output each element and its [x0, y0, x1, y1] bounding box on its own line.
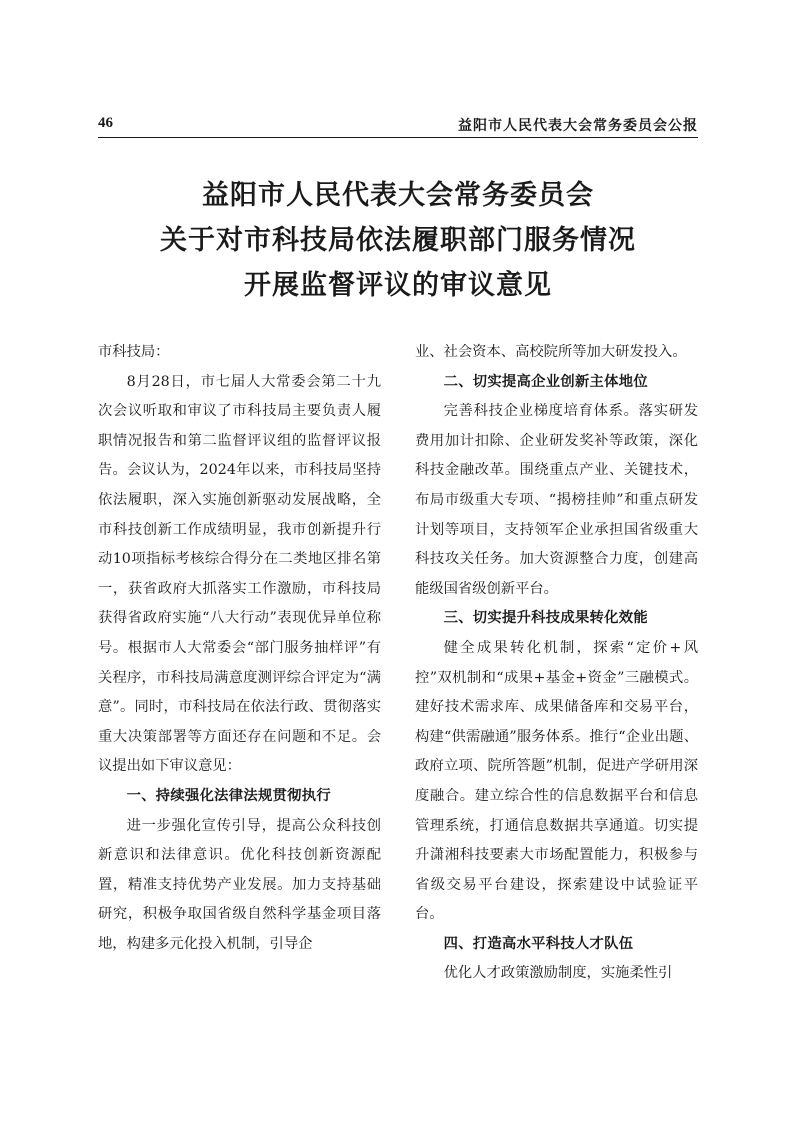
section-1-heading: 一、持续强化法律法规贯彻执行 — [126, 787, 331, 804]
title-line-2: 关于对市科技局依法履职部门服务情况 — [160, 225, 636, 256]
header-rule — [98, 137, 698, 138]
left-column — [98, 338, 381, 959]
right-column — [415, 338, 698, 989]
section-4-heading: 四、打造高水平科技人才队伍 — [443, 935, 634, 952]
journal-name: 益阳市人民代表大会常务委员会公报 — [458, 118, 698, 134]
title-line-3: 开展监督评议的审议意见 — [244, 270, 552, 301]
section-2-heading: 二、切实提高企业创新主体地位 — [443, 373, 648, 390]
section-4-paragraph: 优化人才政策激励制度，实施柔性引 — [443, 965, 673, 982]
section-1-paragraph-continued: 业、社会资本、高校院所等加大研发投入。 — [415, 344, 687, 360]
running-header — [98, 112, 698, 134]
section-2-paragraph: 完善科技企业梯度培育体系。落实研发费用加计扣除、企业研发奖补等政策，深化科技金融改革。围绕重点产业、关键技术，布局市级重大专项、“揭榜挂帅”和重点研发计划等项目，支持领军企业承担国省级重大科技攻关任务。加大资源整合力度，创建高能级国省级创新平台。 — [415, 403, 698, 597]
document-title — [98, 173, 698, 308]
section-1-paragraph: 进一步强化宣传引导，提高公众科技创新意识和法律意识。优化科技创新资源配置，精准支持优势产业发展。加力支持基础研究，积极争取国省级自然科学基金项目落地，构建多元化投入机制，引导企 — [98, 817, 381, 952]
title-line-1: 益阳市人民代表大会常务委员会 — [202, 180, 594, 211]
section-3-heading: 三、切实提升科技成果转化效能 — [443, 610, 648, 627]
section-3-paragraph: 健全成果转化机制，探索“定价+风控”双机制和“成果+基金+资金”三融模式。建好技术需求库、成果储备库和交易平台，构建“供需融通”服务体系。推行“企业出题、政府立项、院所答题”机制，促进产学研用深度融合。建立综合性的信息数据平台和信息管理系统，打通信息数据共享通道。切实提升潇湘科技要素大市场配置能力，积极参与省级交易平台建设，探索建设中试验证平台。 — [415, 639, 698, 923]
salutation: 市科技局： — [98, 344, 170, 360]
page-number: 46 — [98, 115, 113, 131]
intro-paragraph: 8月28日，市七届人大常委会第二十九次会议听取和审议了市科技局主要负责人履职情况报告和第二监督评议组的监督评议报告。会议认为，2024年以来，市科技局坚持依法履职，深入实施创新驱动发展战略，全市科技创新工作成绩明显，我市创新提升行动10项指标考核综合得分在二类地区排名第一，获省政府大抓落实工作激励，市科技局获得省政府实施“八大行动”表现优异单位称号。根据市人大常委会“部门服务抽样评”有关程序，市科技局满意度测评综合评定为“满意”。同时，市科技局在依法行政、贯彻落实重大决策部署等方面还存在问题和不足。会议提出如下审议意见： — [98, 373, 381, 775]
